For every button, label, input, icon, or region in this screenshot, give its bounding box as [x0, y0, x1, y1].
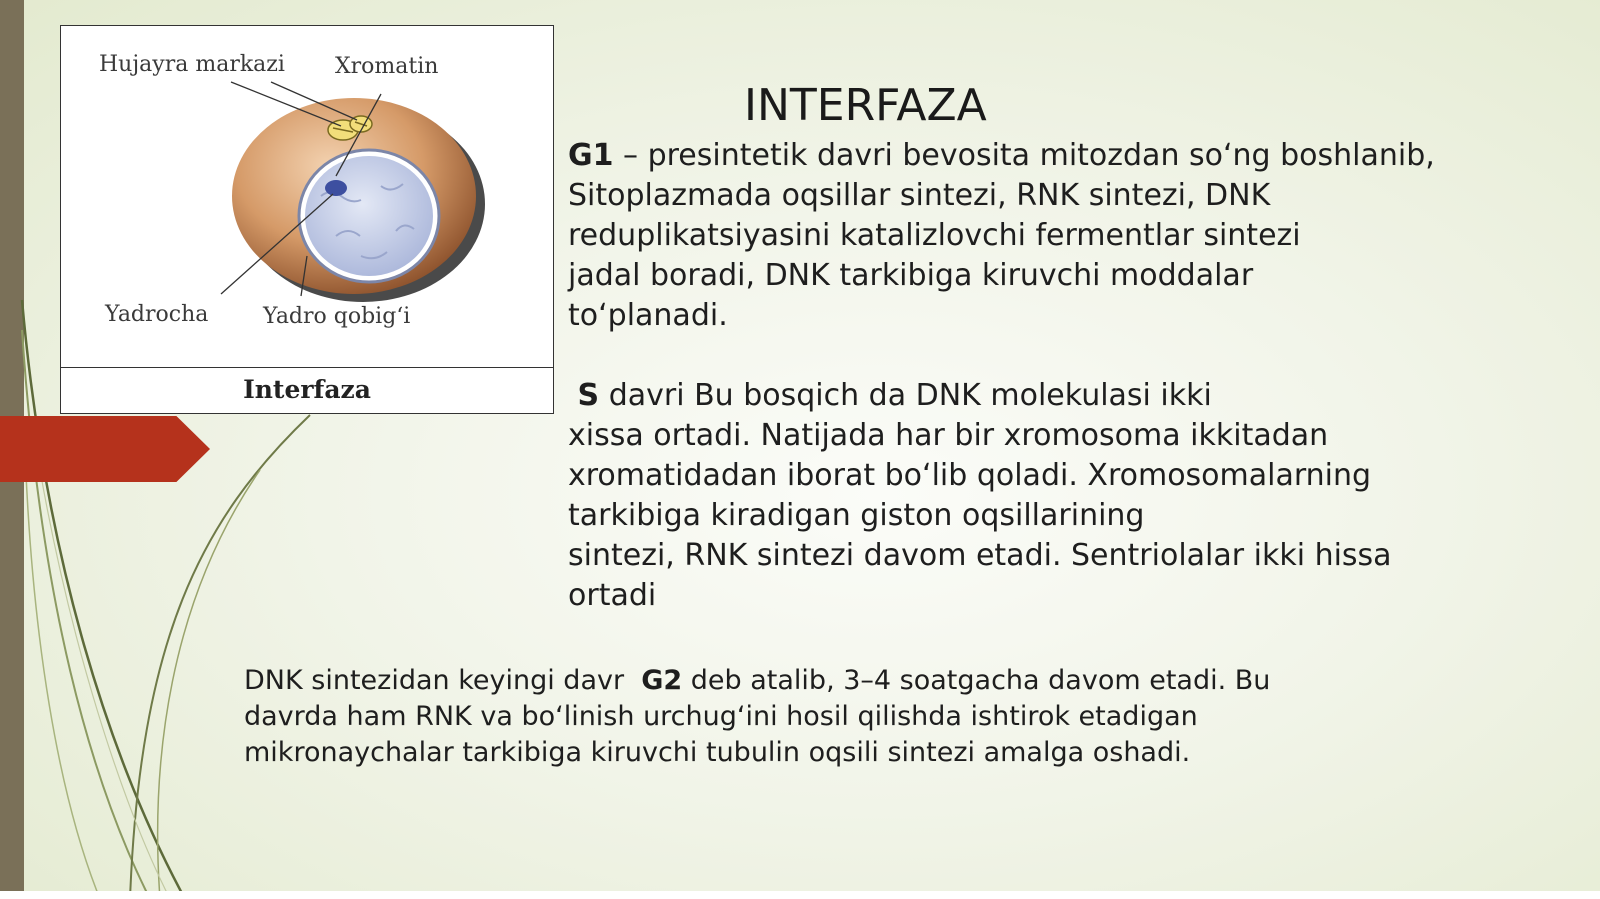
g2-line-2: davrda ham RNK va bo‘linish urchug‘ini hosil qilishda ishtirok etadigan [244, 701, 1198, 732]
s-term: S [577, 378, 600, 413]
s-line-2: xissa ortadi. Natijada har bir xromosoma ikkitadan [568, 418, 1329, 453]
g1-line-1: – presintetik davri bevosita mitozdan so‘ng boshlanib, [613, 138, 1435, 173]
s-line-4: tarkibiga kiradigan giston oqsillarining [568, 498, 1145, 533]
s-line-6: ortadi [568, 578, 657, 613]
s-line-1: davri Bu bosqich da DNK molekulasi ikki [599, 378, 1212, 413]
g2-paragraph [244, 663, 1270, 771]
g2-line-1: deb atalib, 3–4 soatgacha davom etadi. Bu [682, 665, 1271, 696]
red-arrow-shape [0, 416, 210, 482]
figure-caption: Interfaza [243, 375, 371, 404]
g1-line-5: to‘planadi. [568, 298, 728, 333]
label-nuclear-envelope: Yadro qobig‘i [263, 304, 411, 329]
interphase-figure [60, 25, 554, 414]
g2-intro: DNK sintezidan keyingi davr [244, 665, 642, 696]
g1-line-4: jadal boradi, DNK tarkibiga kiruvchi moddalar [568, 258, 1254, 293]
s-line-5: sintezi, RNK sintezi davom etadi. Sentriolalar ikki hissa [568, 538, 1392, 573]
g2-term: G2 [641, 665, 683, 696]
label-chromatin: Xromatin [335, 54, 439, 79]
s-paragraph [568, 376, 1392, 616]
g1-line-3: reduplikatsiyasini katalizlovchi fermentlar sintezi [568, 218, 1301, 253]
g2-line-3: mikronaychalar tarkibiga kiruvchi tubulin oqsili sintezi amalga oshadi. [244, 737, 1191, 768]
bottom-strip [0, 891, 1600, 899]
label-nucleolus: Yadrocha [105, 302, 209, 327]
g1-paragraph [568, 136, 1435, 336]
nucleolus [325, 180, 347, 196]
slide-title: INTERFAZA [744, 80, 987, 131]
label-cell-center: Hujayra markazi [99, 52, 285, 77]
figure-caption-box [61, 367, 553, 413]
s-line-3: xromatidadan iborat bo‘lib qoladi. Xromosomalarning [568, 458, 1372, 493]
g1-term: G1 [568, 138, 614, 173]
g1-line-2: Sitoplazmada oqsillar sintezi, RNK sintezi, DNK [568, 178, 1271, 213]
